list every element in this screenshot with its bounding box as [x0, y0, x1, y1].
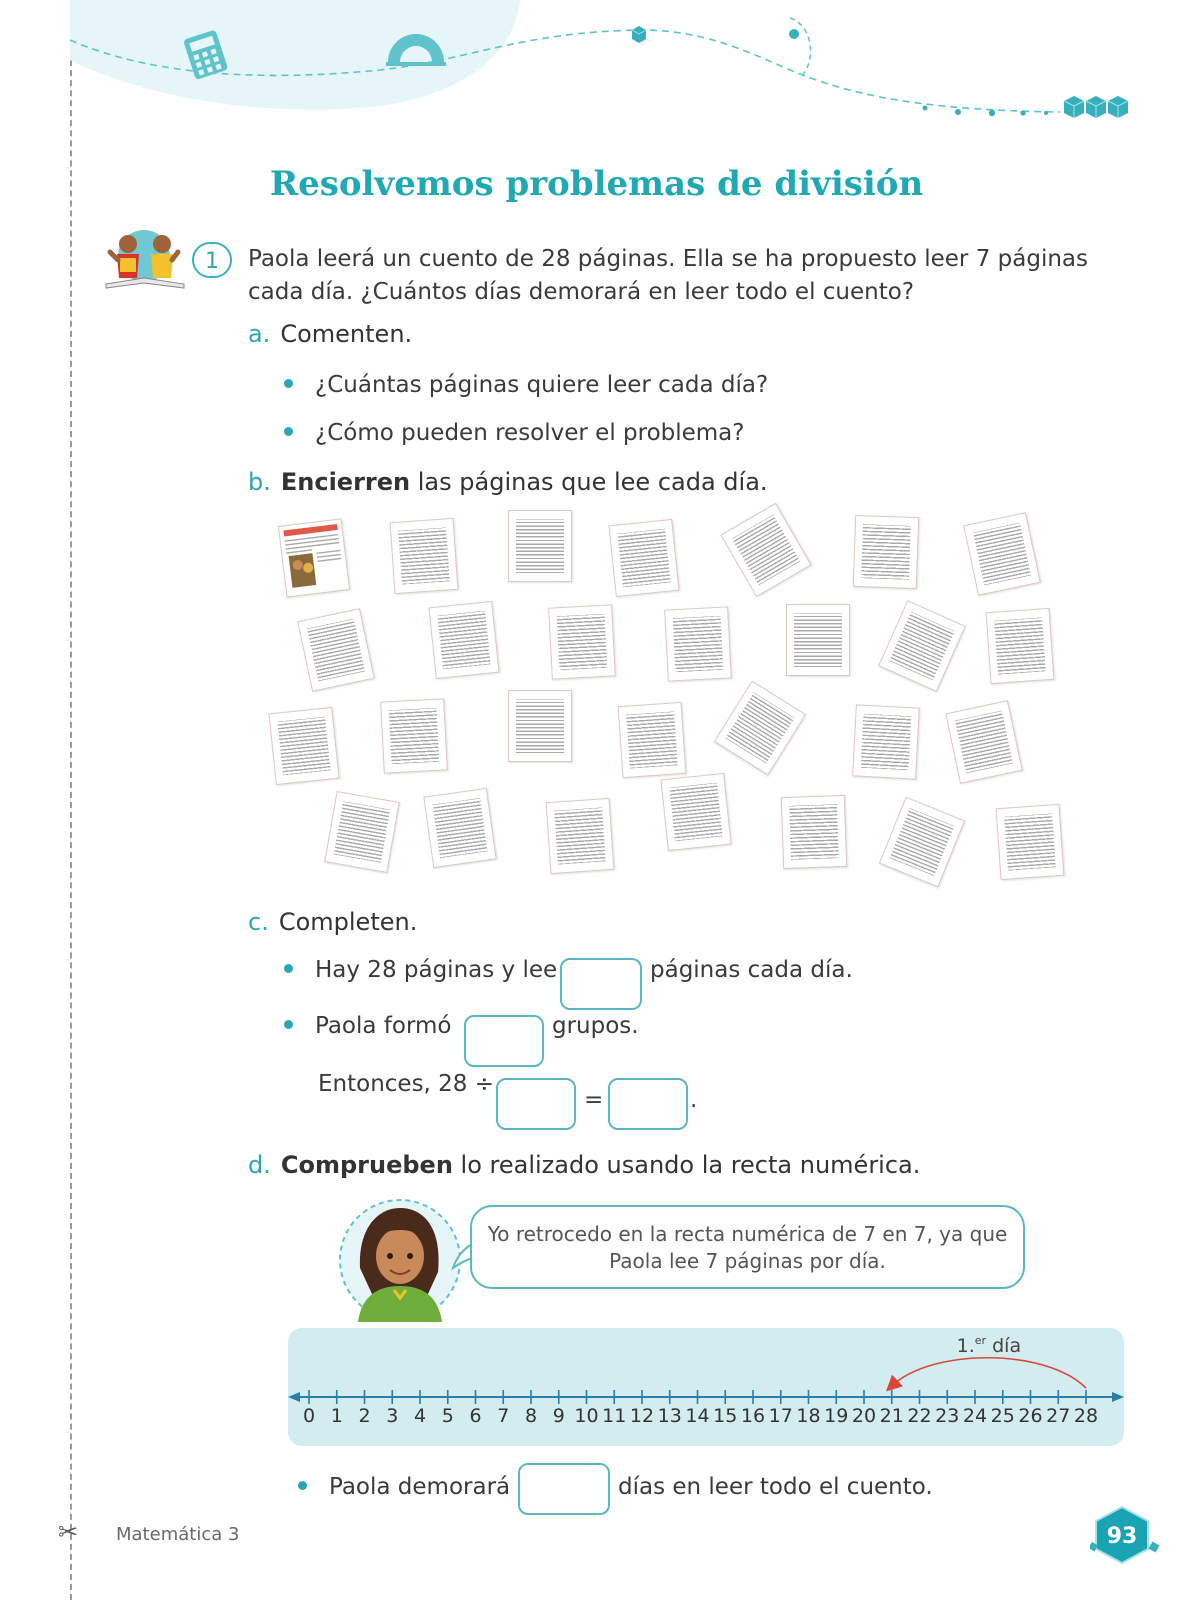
book-page[interactable] [278, 518, 350, 597]
book-page[interactable] [380, 698, 448, 773]
book-page[interactable] [781, 795, 847, 869]
cut-line [70, 0, 72, 1600]
number-line-label: 15 [713, 1405, 738, 1427]
equals-sign: = [584, 1087, 604, 1113]
answer-box-groups[interactable] [464, 1015, 544, 1067]
jump-label: 1.$^{er}$ día [956, 1334, 1022, 1357]
page-title: Resolvemos problemas de división [269, 164, 924, 204]
answer-box-quotient[interactable] [608, 1078, 688, 1130]
number-line-label: 4 [413, 1405, 427, 1427]
speech-bubble: Yo retrocedo en la recta numérica de 7 en 7, ya que Paola lee 7 páginas por día. [470, 1205, 1025, 1289]
book-page[interactable] [879, 797, 965, 888]
part-a-bullet-1: ¿Cuántas páginas quiere leer cada día? [284, 372, 768, 398]
header-decoration [0, 0, 1193, 130]
number-line [288, 1328, 1124, 1446]
pages-group[interactable] [268, 510, 1088, 900]
book-page[interactable] [546, 798, 615, 874]
number-line-label: 8 [524, 1405, 538, 1427]
part-c-line-2: Paola formó [284, 1013, 452, 1039]
number-line-label: 3 [386, 1405, 399, 1427]
final-answer-end: días en leer todo el cuento. [618, 1474, 933, 1500]
book-page[interactable] [660, 773, 731, 851]
book-page[interactable] [423, 788, 496, 868]
book-title: Matemática 3 [116, 1524, 240, 1545]
book-page[interactable] [618, 702, 687, 778]
problem-number: 1 [192, 242, 232, 278]
book-page[interactable] [548, 604, 616, 679]
kids-reading-icon [104, 226, 186, 292]
part-d-heading: d. Comprueben lo realizado usando la recta numérica. [248, 1151, 921, 1179]
number-line-label: 28 [1073, 1405, 1099, 1427]
number-line-label: 25 [990, 1405, 1015, 1427]
final-answer-line: Paola demorará [298, 1474, 510, 1500]
book-page[interactable] [720, 503, 811, 597]
number-line-label: 14 [685, 1405, 710, 1427]
cubes-icon [1064, 96, 1128, 118]
page-number-badge [1090, 1503, 1162, 1569]
part-c-heading: c. Completen. [248, 908, 418, 936]
number-line-label: 23 [935, 1405, 960, 1427]
number-line-label: 18 [796, 1405, 821, 1427]
number-line-label: 6 [469, 1405, 482, 1427]
part-c-line-1: Hay 28 páginas y lee [284, 957, 557, 983]
book-page[interactable] [324, 791, 400, 873]
number-line-label: 9 [552, 1405, 565, 1427]
book-page[interactable] [786, 604, 850, 676]
book-page[interactable] [853, 515, 919, 589]
part-a-heading: a. Comenten. [248, 320, 413, 348]
number-line-label: 17 [768, 1405, 793, 1427]
number-line-label: 13 [657, 1405, 682, 1427]
part-b-heading: b. Encierren las páginas que lee cada día. [248, 468, 768, 496]
number-line-label: 16 [740, 1405, 766, 1427]
book-page[interactable] [963, 512, 1041, 596]
girl-avatar-icon [338, 1198, 462, 1322]
book-page[interactable] [878, 600, 966, 692]
answer-box-days[interactable] [518, 1463, 610, 1515]
book-page[interactable] [390, 518, 459, 594]
part-a-bullet-2: ¿Cómo pueden resolver el problema? [284, 420, 745, 446]
book-page[interactable] [508, 690, 572, 762]
number-line-label: 20 [851, 1405, 877, 1427]
jump-arrow [892, 1358, 1086, 1388]
book-page[interactable] [268, 707, 339, 785]
part-c-line-3: Entonces, 28 ÷ [318, 1071, 495, 1097]
book-page[interactable] [428, 601, 499, 679]
book-page[interactable] [714, 681, 806, 776]
number-line-label: 11 [602, 1405, 627, 1427]
number-line-label: 24 [962, 1405, 988, 1427]
answer-box-divisor[interactable] [496, 1078, 576, 1130]
scissors-icon: ✂ [58, 1518, 79, 1546]
number-line-label: 19 [824, 1405, 849, 1427]
left-arrow-icon [288, 1392, 300, 1402]
right-arrow-icon [1112, 1392, 1124, 1402]
number-line-label: 5 [441, 1405, 454, 1427]
illustrated-page-icon [279, 519, 349, 596]
part-c-line-2-end: grupos. [552, 1013, 639, 1039]
number-line-label: 22 [907, 1405, 932, 1427]
number-line-label: 1 [330, 1405, 343, 1427]
number-line-label: 12 [629, 1405, 655, 1427]
number-line-label: 0 [302, 1405, 316, 1427]
answer-box-pages-per-day[interactable] [560, 958, 642, 1010]
book-page[interactable] [852, 704, 920, 779]
number-line-label: 7 [497, 1405, 510, 1427]
book-page[interactable] [608, 519, 679, 597]
problem-statement: Paola leerá un cuento de 28 páginas. Ella se ha propuesto leer 7 páginas cada día. ¿Cuántos días demorará en leer todo el cuento? [248, 246, 1088, 305]
number-line-label: 27 [1046, 1405, 1071, 1427]
cube-icon [632, 26, 646, 43]
period: . [690, 1087, 698, 1113]
part-c-line-1-end: páginas cada día. [650, 957, 853, 983]
book-page[interactable] [297, 608, 375, 692]
book-page[interactable] [508, 510, 572, 582]
number-line-label: 2 [358, 1405, 371, 1427]
book-page[interactable] [996, 804, 1065, 880]
page-number: 93 [1106, 1524, 1138, 1549]
number-line-label: 10 [574, 1405, 599, 1427]
book-page[interactable] [664, 606, 732, 681]
book-page[interactable] [986, 608, 1055, 684]
book-page[interactable] [945, 700, 1023, 784]
number-line-label: 21 [879, 1405, 904, 1427]
number-line-label: 26 [1018, 1405, 1043, 1427]
